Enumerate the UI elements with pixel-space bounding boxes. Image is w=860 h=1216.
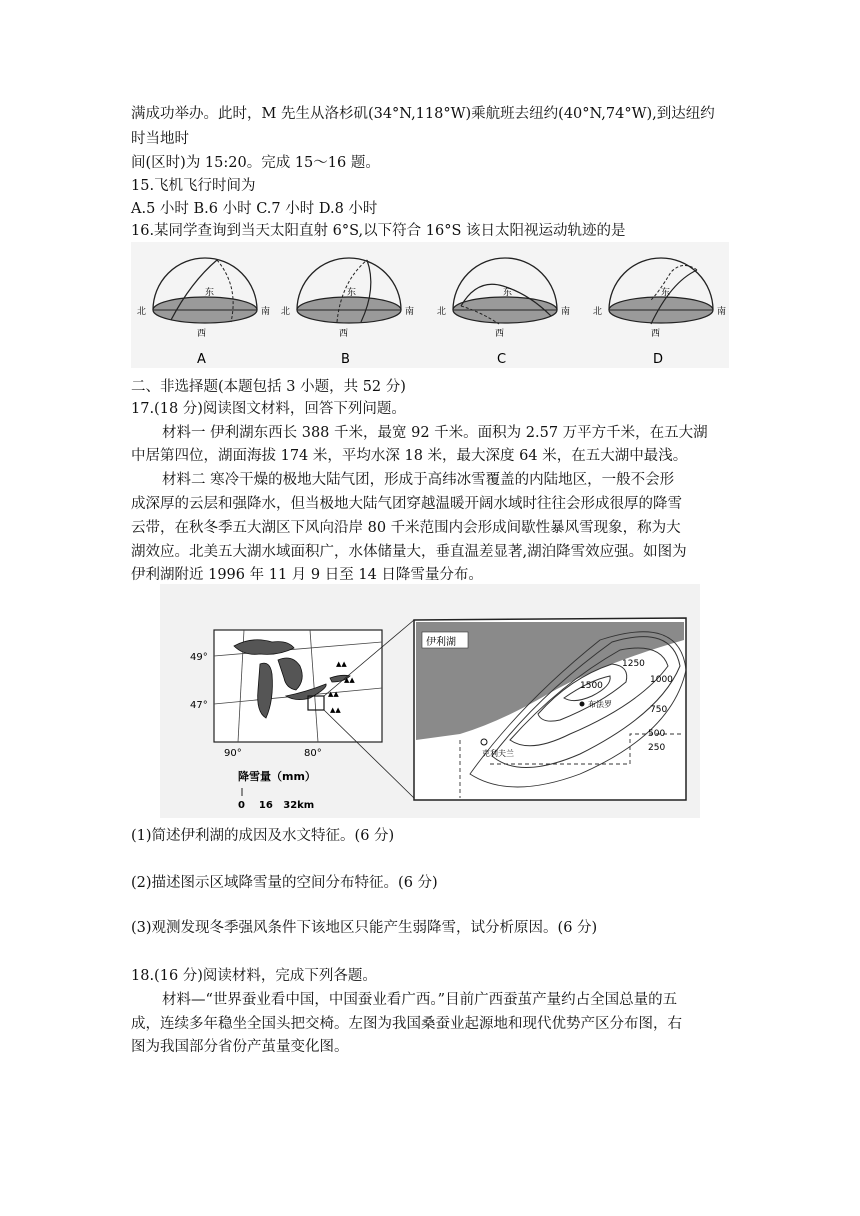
q17-material1-line: 中居第四位，湖面海拔 174 米，平均水深 18 米，最大深度 64 米，在五大湖中最浅。 (131, 448, 688, 464)
q15-options: A.5 小时 B.6 小时 C.7 小时 D.8 小时 (131, 201, 378, 217)
q17-sub1: (1)简述伊利湖的成因及水文特征。(6 分) (131, 828, 395, 844)
east-label: 东 (347, 288, 357, 298)
q17-material1-line: 材料一 伊利湖东西长 388 千米，最宽 92 千米。面积为 2.57 万平方千米，在五大湖 (162, 425, 708, 441)
latitude-label: 47° (190, 700, 208, 711)
q17-material2-line: 伊利湖附近 1996 年 11 月 9 日至 14 日降雪量分布。 (131, 567, 483, 583)
q17-material2-line: 材料二 寒冷干燥的极地大陆气团，形成于高纬冰雪覆盖的内陆地区，一般不会形 (162, 472, 675, 488)
q16-stem: 16.某同学查询到当天太阳直射 6°S,以下符合 16°S 该日太阳视运动轨迹的是 (131, 223, 626, 239)
section-title: 二、非选择题(本题包括 3 小题，共 52 分) (131, 379, 406, 395)
q17-material2-line: 成深厚的云层和强降水，但当极地大陆气团穿越温暖开阔水域时往往会形成很厚的降雪 (131, 496, 682, 512)
q18-material-line: 成，连续多年稳坐全国头把交椅。左图为我国桑蚕业起源地和现代优势产区分布图，右 (131, 1016, 682, 1032)
north-label: 北 (437, 307, 447, 317)
option-letter: D (653, 352, 664, 367)
detail-map (414, 618, 686, 800)
contour-label: 500 (648, 729, 666, 739)
city-label: 克利夫兰 (482, 749, 514, 758)
q17-sub2: (2)描述图示区域降雪量的空间分布特征。(6 分) (131, 875, 438, 891)
q17-sub3: (3)观测发现冬季强风条件下该地区只能产生弱降雪，试分析原因。(6 分) (131, 920, 598, 936)
city-label: 布法罗 (588, 700, 612, 709)
contour-label: 1000 (650, 675, 673, 685)
east-label: 东 (503, 288, 513, 298)
q17-material2-line: 云带，在秋冬季五大湖区下风向沿岸 80 千米范围内会形成间歇性暴风雪现象，称为大 (131, 520, 681, 536)
west-label: 西 (197, 329, 207, 339)
south-label: 南 (561, 307, 571, 317)
lake-label: 伊利湖 (426, 637, 456, 648)
east-label: 东 (661, 288, 671, 298)
q17-material2-line: 湖效应。北美五大湖水域面积广，水体储量大，垂直温差显著,湖泊降雪效应强。如图为 (131, 544, 687, 560)
contour-label: 750 (650, 705, 668, 715)
latitude-label: 49° (190, 652, 208, 663)
svg-text:▲▲: ▲▲ (330, 706, 341, 714)
west-label: 西 (339, 329, 349, 339)
option-letter: B (341, 352, 350, 367)
locator-map (190, 630, 382, 759)
north-label: 北 (137, 307, 147, 317)
option-letter: C (497, 352, 507, 367)
svg-text:▲▲: ▲▲ (336, 660, 347, 668)
snowfall-map (160, 584, 700, 818)
east-label: 东 (205, 288, 215, 298)
west-label: 西 (495, 329, 505, 339)
sun-path-diagrams (131, 242, 729, 368)
svg-text:▲▲: ▲▲ (344, 676, 355, 684)
contour-label: 1250 (622, 659, 645, 669)
intro-line: 满成功举办。此时，M 先生从洛杉矶(34°N,118°W)乘航班去纽约(40°N,74°W),到达纽约 (131, 106, 715, 122)
south-label: 南 (405, 307, 415, 317)
q17-stem: 17.(18 分)阅读图文材料，回答下列问题。 (131, 401, 406, 417)
south-label: 南 (717, 307, 727, 317)
option-letter: A (197, 352, 206, 367)
q18-stem: 18.(16 分)阅读材料，完成下列各题。 (131, 968, 377, 984)
intro-line: 间(区时)为 15:20。完成 15～16 题。 (131, 155, 380, 171)
north-label: 北 (281, 307, 291, 317)
longitude-label: 90° (224, 748, 242, 759)
svg-text:▲▲: ▲▲ (328, 690, 339, 698)
q15-stem: 15.飞机飞行时间为 (131, 178, 256, 194)
south-label: 南 (261, 307, 271, 317)
legend-title: 降雪量（mm） (238, 770, 316, 783)
scale-bar: 0 16 32km (238, 800, 315, 811)
q18-material-line: 材料—“世界蚕业看中国，中国蚕业看广西。”目前广西蚕茧产量约占全国总量的五 (162, 992, 678, 1008)
contour-label: 250 (648, 743, 666, 753)
north-label: 北 (593, 307, 603, 317)
longitude-label: 80° (304, 748, 322, 759)
intro-line: 时当地时 (131, 131, 189, 147)
contour-label: 1500 (580, 681, 603, 691)
q18-material-line: 图为我国部分省份产茧量变化图。 (131, 1039, 349, 1055)
west-label: 西 (651, 329, 661, 339)
